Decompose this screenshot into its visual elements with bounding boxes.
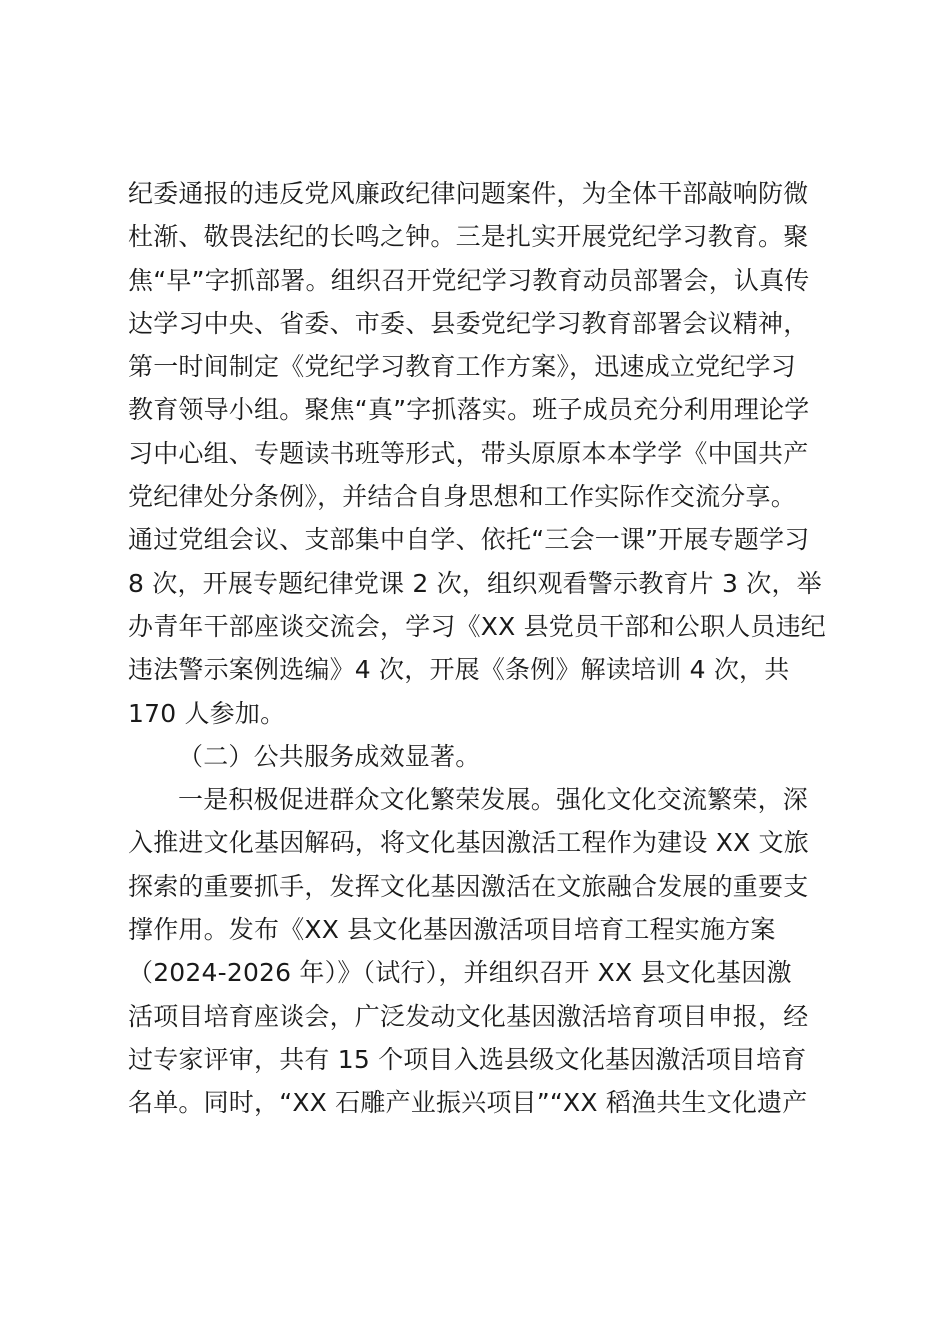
text-line: 办青年干部座谈交流会，学习《XX 县党员干部和公职人员违纪 [128,611,827,641]
paragraph-first-line: 一是积极促进群众文化繁荣发展。强化文化交流繁荣，深 [178,785,809,815]
text-line: 入推进文化基因解码，将文化基因激活工程作为建设 XX 文旅 [128,828,809,858]
text-line: 习中心组、专题读书班等形式，带头原原本本学学《中国共产 [128,438,809,468]
text-line: 党纪律处分条例》，并结合自身思想和工作实际作交流分享。 [128,482,796,512]
text-line: 纪委通报的违反党风廉政纪律问题案件，为全体干部敲响防微 [128,179,809,208]
text-line: 教育领导小组。聚焦“真”字抓落实。班子成员充分利用理论学 [128,395,810,425]
text-line: 名单。同时，“XX 石雕产业振兴项目”“XX 稻渔共生文化遗产 [128,1088,808,1118]
text-line: 通过党组会议、支部集中自学、依托“三会一课”开展专题学习 [128,525,810,555]
text-line: 探索的重要抓手，发挥文化基因激活在文旅融合发展的重要支 [128,871,809,901]
text-line: 焦“早”字抓部署。组织召开党纪学习教育动员部署会，认真传 [128,265,810,295]
text-line: 撑作用。发布《XX 县文化基因激活项目培育工程实施方案 [128,915,776,945]
text-line: 8 次，开展专题纪律党课 2 次，组织观看警示教育片 3 次，举 [128,568,822,598]
text-line: 杜渐、敬畏法纪的长鸣之钟。三是扎实开展党纪学习教育。聚 [128,222,809,252]
text-line: 活项目培育座谈会，广泛发动文化基因激活培育项目申报，经 [128,1001,809,1031]
text-line: 170 人参加。 [128,698,286,728]
text-line: 违法警示案例选编》4 次，开展《条例》解读培训 4 次，共 [128,655,790,685]
text-line: （2024-2026 年）》（试行），并组织召开 XX 县文化基因激 [128,958,792,988]
document-body [128,172,828,1125]
text-line: 过专家评审，共有 15 个项目入选县级文化基因激活项目培育 [128,1044,807,1074]
section-heading: （二）公共服务成效显著。 [178,741,481,771]
text-line: 达学习中央、省委、市委、县委党纪学习教育部署会议精神， [128,308,809,338]
text-line: 第一时间制定《党纪学习教育工作方案》，迅速成立党纪学习 [128,352,796,382]
